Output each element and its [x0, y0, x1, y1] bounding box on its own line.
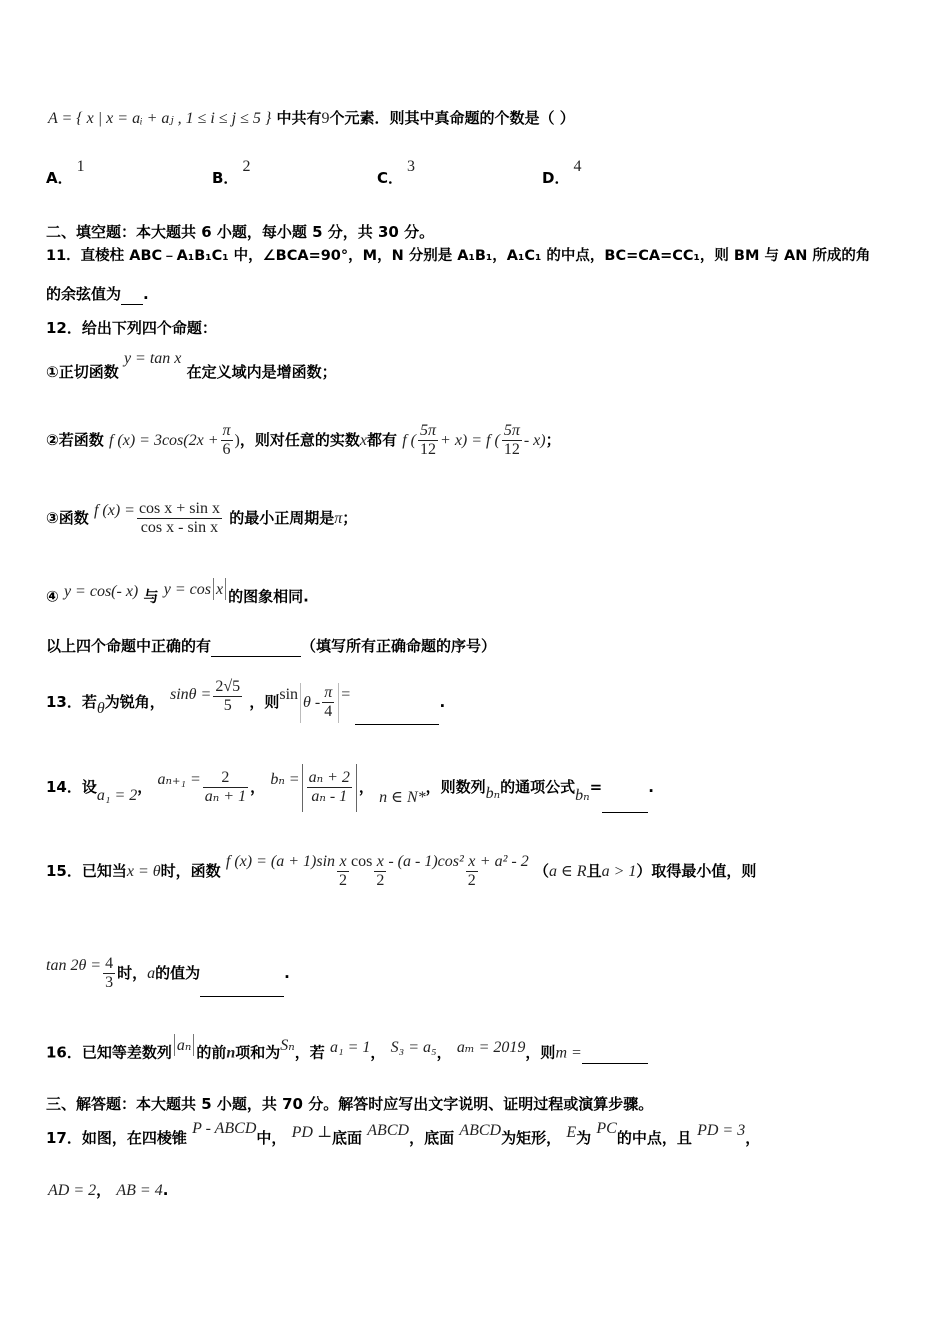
q14-line: 14．设a₁ = 2， aₙ₊₁ = $\frac{2}{\text{aₙ + 1}}$ ， bₙ = $\frac{\text{aₙ + 2}}{\text{aₙ - 1}}$ ， n ∈ N*，则数列bₙ的通项公式bₙ= .	[46, 762, 654, 813]
set-expression: A = { x | x = aᵢ + aⱼ , 1 ≤ i ≤ j ≤ 5 }	[48, 110, 272, 127]
option-b[interactable]: B．2	[212, 158, 251, 187]
q13-line: 13．若θ为锐角， sinθ = $\frac{2√5}{5}$ ，则sin θ - $\frac{\pi}{4}$ = .	[46, 680, 445, 725]
q11-line2: 的余弦值为 .	[46, 285, 149, 303]
q12-answer-line: 以上四个命题中正确的有 （填写所有正确命题的序号）	[46, 637, 497, 655]
answer-blank[interactable]	[200, 950, 284, 997]
proposition-4: ④ y = cos(- x) 与 y = cos x 的图象相同.	[46, 586, 309, 608]
answer-blank[interactable]	[582, 1043, 648, 1064]
answer-blank[interactable]	[121, 284, 143, 305]
option-c[interactable]: C．3	[377, 158, 416, 187]
section-heading-solve: 三、解答题：本大题共 5 小题，共 70 分。解答时应写出文字说明、证明过程或演算步骤。	[46, 1095, 654, 1113]
answer-blank[interactable]	[355, 680, 439, 725]
q11-line1: 11．直棱柱 ABC﹣A₁B₁C₁ 中，∠BCA=90°，M，N 分别是 A₁B₁，A₁C₁ 的中点，BC=CA=CC₁，则 BM 与 AN 所成的角	[46, 248, 871, 264]
option-a[interactable]: A．1	[46, 158, 85, 187]
answer-blank[interactable]	[211, 636, 301, 657]
section-heading-fill-blank: 二、填空题：本大题共 6 小题，每小题 5 分，共 30 分。	[46, 223, 435, 241]
answer-blank[interactable]	[602, 762, 648, 813]
q15-line: 15．已知当x = θ时，函数 f (x) = (a + 1)sin $\frac{x}{2}$ cos $\frac{x}{2}$ - (a - 1)cos² $\frac{x}{2}$ + a² - 2 （a ∈ R且a > 1）取得最小值，则	[46, 853, 757, 889]
q16-line: 16．已知等差数列 aₙ 的前n项和为Sₙ，若 a₁ = 1， S₃ = a₅， aₘ = 2019，则m =	[46, 1042, 648, 1064]
option-d[interactable]: D．4	[542, 158, 582, 187]
proposition-2: ②若函数 f (x) = 3cos(2x + $\frac{\pi}{6}$ )，则对任意的实数x都有 f ( $\frac{5\pi}{12}$ + x) = f ( $\frac{5\pi}{12}$ - x)；	[46, 422, 561, 458]
q10-line: A = { x | x = aᵢ + aⱼ , 1 ≤ i ≤ j ≤ 5 } 中共有9个元素．则其中真命题的个数是（ ）	[48, 109, 575, 127]
proposition-1: ①正切函数 y = tan x 在定义域内是增函数；	[46, 350, 337, 381]
q15-line2: tan 2θ = $\frac{4}{3}$ 时，a的值为 .	[46, 950, 290, 997]
q17-line2: AD = 2， AB = 4.	[48, 1181, 169, 1199]
proposition-3: ③函数 f (x) = $\frac{\text{cos x + sin x}}{\text{cos x - sin x}}$ 的最小正周期是π；	[46, 500, 358, 536]
q12-intro: 12．给出下列四个命题：	[46, 319, 217, 337]
q17-line1: 17．如图，在四棱锥 P - ABCD中， PD ⊥底面 ABCD，底面 ABCD为矩形， E为 PC的中点，且 PD = 3，	[46, 1120, 761, 1147]
